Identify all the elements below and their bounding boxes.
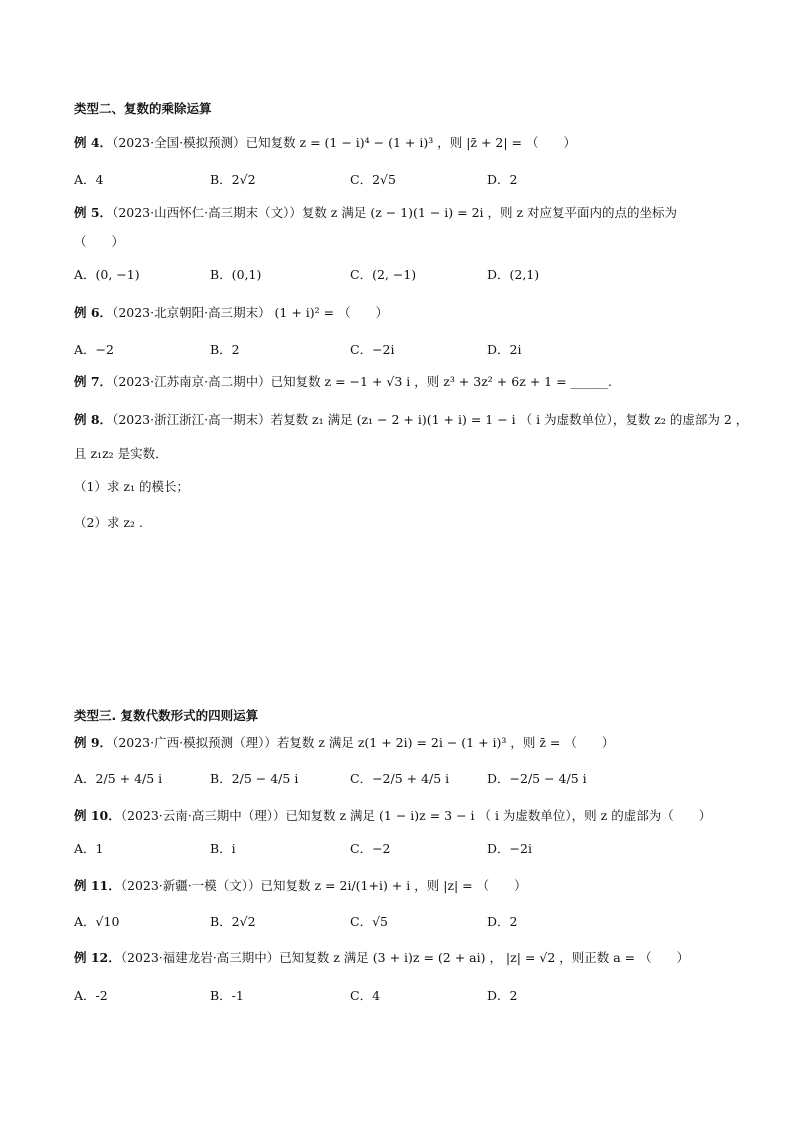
sub-question-1: （1）求 z₁ 的模长；: [74, 479, 189, 494]
example-stem: （2023·新疆·一模（文））已知复数 z = 2i/(1+i) + i ，则 |z| = （ ）: [120, 878, 527, 893]
option-a: A．-2: [74, 988, 108, 1003]
example-stem: （2023·浙江浙江·高一期末）若复数 z₁ 满足 (z₁ − 2 + i)(1 + i) = 1 − i （ i 为虚数单位），复数 z₂ 的虚部为 2 ，: [112, 412, 749, 427]
option-b: B．-1: [210, 988, 244, 1003]
example-stem-continued: （ ）: [74, 234, 125, 249]
option-c: C．√5: [350, 914, 388, 929]
example-9: [74, 733, 614, 753]
options-row: [74, 839, 714, 859]
option-a: A．2/5 + 4/5 i: [74, 771, 163, 786]
option-c: C．2√5: [350, 172, 396, 187]
example-label: 例 4．: [74, 135, 113, 150]
example-10: [74, 806, 711, 826]
option-a: A．1: [74, 841, 104, 856]
option-d: D．−2/5 − 4/5 i: [487, 771, 587, 786]
example-label: 例 7．: [74, 374, 113, 389]
option-b: B．2√2: [210, 172, 256, 187]
option-b: B．2: [210, 342, 240, 357]
options-row: [74, 912, 714, 932]
option-d: D．2i: [487, 342, 522, 357]
options-row: [74, 762, 714, 796]
option-c: C．−2i: [350, 342, 395, 357]
option-d: D．(2,1): [487, 267, 540, 282]
option-c: C．(2, −1): [350, 267, 417, 282]
example-5: [74, 203, 677, 223]
option-d: D．2: [487, 172, 518, 187]
example-label: 例 11．: [74, 878, 121, 893]
example-8: [74, 410, 748, 430]
option-c: C．−2/5 + 4/5 i: [350, 771, 450, 786]
options-row: [74, 170, 714, 190]
option-d: D．2: [487, 914, 518, 929]
options-row: [74, 340, 714, 360]
option-a: A．√10: [74, 914, 120, 929]
example-stem: （2023·云南·高三期中（理））已知复数 z 满足 (1 − i)z = 3 − i （ i 为虚数单位），则 z 的虚部为（ ）: [120, 808, 712, 823]
option-d: D．2: [487, 988, 518, 1003]
option-d: D．−2i: [487, 841, 532, 856]
example-stem: （2023·全国·模拟预测）已知复数 z = (1 − i)⁴ − (1 + i)³ ，则 |z̄ + 2| = （ ）: [112, 135, 576, 150]
options-row: [74, 265, 714, 285]
option-a: A．−2: [74, 342, 114, 357]
example-label: 例 6．: [74, 305, 113, 320]
example-stem: （2023·江苏南京·高二期中）已知复数 z = −1 + √3 i ，则 z³ + 3z² + 6z + 1 = ______.: [112, 374, 613, 389]
example-stem: （2023·北京朝阳·高三期末） (1 + i)² = （ ）: [112, 305, 389, 320]
example-label: 例 9．: [74, 735, 113, 750]
option-b: B．2/5 − 4/5 i: [210, 771, 299, 786]
example-stem-continued: 且 z₁z₂ 是实数．: [74, 446, 168, 461]
example-6: [74, 303, 388, 323]
example-label: 例 12．: [74, 950, 121, 965]
section-title: 类型二、复数的乘除运算: [74, 101, 212, 116]
example-11: [74, 876, 527, 896]
example-4: [74, 133, 576, 153]
options-row: [74, 986, 714, 1006]
example-7: [74, 372, 612, 392]
example-stem: （2023·福建龙岩·高三期中）已知复数 z 满足 (3 + i)z = (2 + ai) ， |z| = √2 ，则正数 a = （ ）: [120, 950, 690, 965]
example-label: 例 10．: [74, 808, 121, 823]
option-c: C．4: [350, 988, 381, 1003]
example-label: 例 8．: [74, 412, 113, 427]
example-12: [74, 948, 689, 968]
option-c: C．−2: [350, 841, 391, 856]
option-b: B．(0,1): [210, 267, 262, 282]
option-a: A．4: [74, 172, 104, 187]
example-label: 例 5．: [74, 205, 113, 220]
example-stem: （2023·山西怀仁·高三期末（文））复数 z 满足 (z − 1)(1 − i) = 2i ，则 z 对应复平面内的点的坐标为: [112, 205, 678, 220]
option-b: B．i: [210, 841, 236, 856]
option-a: A．(0, −1): [74, 267, 140, 282]
option-b: B．2√2: [210, 914, 256, 929]
example-stem: （2023·广西·模拟预测（理））若复数 z 满足 z(1 + 2i) = 2i − (1 + i)³ ，则 z̄ = （ ）: [112, 735, 615, 750]
section-title: 类型三. 复数代数形式的四则运算: [74, 708, 259, 723]
sub-question-2: （2）求 z₂ .: [74, 515, 143, 530]
